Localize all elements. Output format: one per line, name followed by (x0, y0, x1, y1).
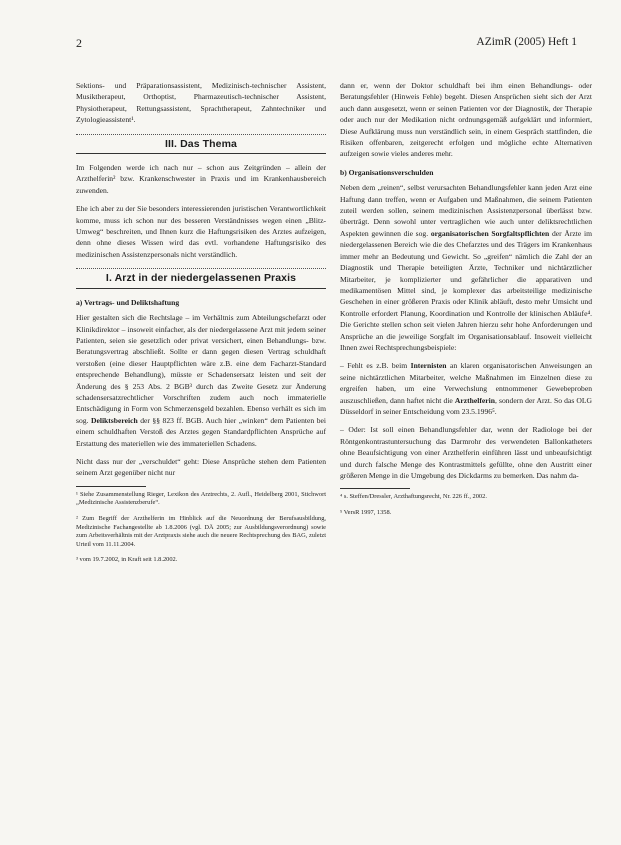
footnote-rule (76, 486, 146, 487)
right-column (340, 80, 592, 525)
journal-header: AZimR (2005) Heft 1 (476, 36, 577, 48)
left-column (76, 80, 326, 572)
footnote-2: ² Zum Begriff der Arzthelferin im Hinblick auf die Neuordnung der Berufsausbildung, Medizinische Fachangestellte ab 1.8.2006 (vgl. DÄ 2005; zur Ausbildungsverordnung) sowie zum Arbeitsverhältnis mit der Arztpraxis siehe auch die neuere Rechtsprechung des BAG, zuletzt Urteil vom 11.11.2004. (76, 514, 326, 548)
subheading-vertrag: a) Vertrags- und Deliktshaftung (76, 297, 180, 307)
footnote-rule (340, 488, 410, 489)
section-rule (76, 153, 326, 154)
beispiel-paragraph-2: – Oder: Ist soll einen Behandlungsfehler dar, wenn der Radiologe bei der Röntgenkontrastuntersuchung das Darmrohr des verwendeten Ballonkatheters ohne Beaufsichtigung von einer Arzthelferin einführen lässt und unbeaufsichtigt und durch falsche Menge des Kontrastmittels gefüllte, ohne den Austritt einer größeren Menge in die Umgebung des Dickdarms zu bemerken. Das nahm da- (340, 425, 592, 480)
bold-term: Arzthelferin (454, 395, 495, 405)
intro-paragraph: Sektions- und Präparationsassistent, Medizinisch-technischer Assistent, Musiktherapeut, Orthoptist, Pharmazeutisch-technischer Assistent, Physiotherapeut, Rettungsassistent, Sprachtherapeut, Zahntechniker und Zytologieassistent¹. (76, 81, 326, 125)
thema-paragraph-2: Ehe ich aber zu der Sie besonders interessierenden juristischen Verantwortlichkeit komme, muss ich schon nur des besseren Verständnisses wegen einen „Blitz-Umweg“ beschreiten, und Ihnen kurz die Haftungsrisiken des Arztes aufzeigen, denn ohne dieses Wissen wird das evtl. vorhandene Haftungsrisiko des medizinischen Assistenzpersonals nicht verständlich. (76, 204, 326, 259)
page-number: 2 (76, 36, 82, 50)
footnote-4: ⁴ s. Steffen/Dressler, Arzthaftungsrecht, Nr. 226 ff., 2002. (340, 493, 487, 501)
haftung-paragraph-2: Nicht dass nur der „verschuldet“ geht: Diese Ansprüche stehen dem Patienten seinem Arzt gegenüber nicht nur (76, 456, 326, 478)
section-title-arzt: I. Arzt in der niedergelassenen Praxis (105, 272, 297, 285)
beispiel-paragraph-1: – Fehlt es z.B. beim Internisten an klaren organisatorischen Anweisungen an seine nichtärztlichen Mitarbeiter, welche Maßnahmen im Einzelnen diese zu ergreifen haben, um eine Verwechslung entnommener Gewebeproben auszuschließen, dann haftet nicht die Arzthelferin, sondern der Arzt. So das OLG Düsseldorf in seiner Entscheidung vom 23.5.1996⁵. (340, 361, 592, 416)
section-title-thema: III. Das Thema (164, 137, 237, 150)
bold-term: Deliktsbereich (90, 415, 138, 425)
organisation-paragraph-1: Neben dem „reinen“, selbst verursachten Behandlungsfehler kann jeden Arzt eine Haftung dann treffen, wenn er Aufgaben und Maßnahmen, die seinem Patienten zuteil werden sollen, seinem medizinischen Assistenzpersonal überlässt bzw. überträgt. Denn sowohl unter vertraglichen wie auch unter deliktsrechtlichen Aspekten gewinnen die sog. organisatorischen Sorgfaltspflichten der Ärzte im niedergelassenen Bereich wie die des Chefarztes und des Trägers im Krankenhaus immer mehr an Bedeutung und Gewicht. So „greifen“ nämlich die Zahl der an Diagnostik und Therapie beteiligten Ärzte, Techniker und nichtärztlicher Mitarbeiter, je komplizierter und gefährlicher die apparativen und medikamentösen Mittel sind, je komplexer das arbeitsteilige medizinische Geschehen in einer größeren Praxis oder Klinik abläuft, desto mehr Umsicht und Kontrolle erfordert Planung, Koordination und Kontrolle der klinischen Abläufe⁴. Die Gerichte stellen schon seit vielen Jahren hierzu sehr hohe Anforderungen und Ansprüche an die jeweilige Sorgfalt im Organisationsablauf. Insoweit vielleicht Ihnen zwei Rechtsprechungsbeispiele: (340, 183, 592, 352)
footnote-1: ¹ Siehe Zusammenstellung Rieger, Lexikon des Arztrechts, 2. Aufl., Heidelberg 2001, Stichwort „Medizinische Assistenzberufe“. (76, 490, 326, 507)
thema-paragraph-1: Im Folgenden werde ich nach nur – schon aus Zeitgründen – allein der Arzthelferin² bzw. Krankenschwester in Praxis und im Krankenhausbereich zuwenden. (76, 163, 326, 195)
aufklaerung-paragraph: dann er, wenn der Doktor schuldhaft bei ihm einen Behandlungs- oder Beratungsfehler (Hinweis Fehle) begeht. Diesen Ansprüchen sieht sich der Arzt auch dann ausgesetzt, wenn er seinen Patienten vor der Diagnostik, der Therapie oder auch nur der Medikation nicht ordnungsgemäß aufgeklärt und informiert, Diese Aufklärung muss nun verständlich sein, in einem Gespräch stattfinden, die Risiken offenbaren, zeitgerecht erfolgen und mögliche echte Alternativen aufzeigen sowie vieles anderes mehr. (340, 81, 592, 159)
bold-term: organisatorischen Sorgfaltspflichten (430, 228, 550, 238)
section-rule (76, 288, 326, 289)
dotted-divider (76, 134, 326, 135)
haftung-paragraph-1: Hier gestalten sich die Rechtslage – im Verhältnis zum Abteilungschefarzt oder Klinikdirektor – insoweit einfacher, als der niedergelassene Arzt mit jedem seiner Patienten, seien sie gesetzlich oder privat versichert, einen Behandlungs- bzw. Beratungsvertrag abschließt. Sollte er dann gegen diesen Vertrag schuldhaft verstoßen (eine dieser Hauptpflichten wäre z.B. eine dem Facharzt-Standard entsprechende Behandlung), müsste er Schadensersatz leisten und seit der Änderung des § 253 Abs. 2 BGB³ durch das Zweite Gesetz zur Änderung schadensersatzrechtlicher Vorschriften zudem auch noch immaterielle Entschädigung in Form von Schmerzensgeld bezahlen. Ebenso verhält es sich im sog. Deliktsbereich der §§ 823 ff. BGB. Auch hier „winken“ dem Patienten bei einem schuldhaften Verstoß des Arztes gegen Standardpflichten Ansprüche auf Erstattung des materiellen wie des immateriellen Schadens. (76, 313, 326, 448)
subheading-organisation: b) Organisationsverschulden (340, 167, 434, 177)
footnote-5: ⁵ VersR 1997, 1358. (340, 509, 392, 516)
dotted-divider (76, 268, 326, 269)
footnote-3: ³ vom 19.7.2002, in Kraft seit 1.8.2002. (76, 556, 178, 564)
bold-term: Internisten (410, 361, 447, 371)
